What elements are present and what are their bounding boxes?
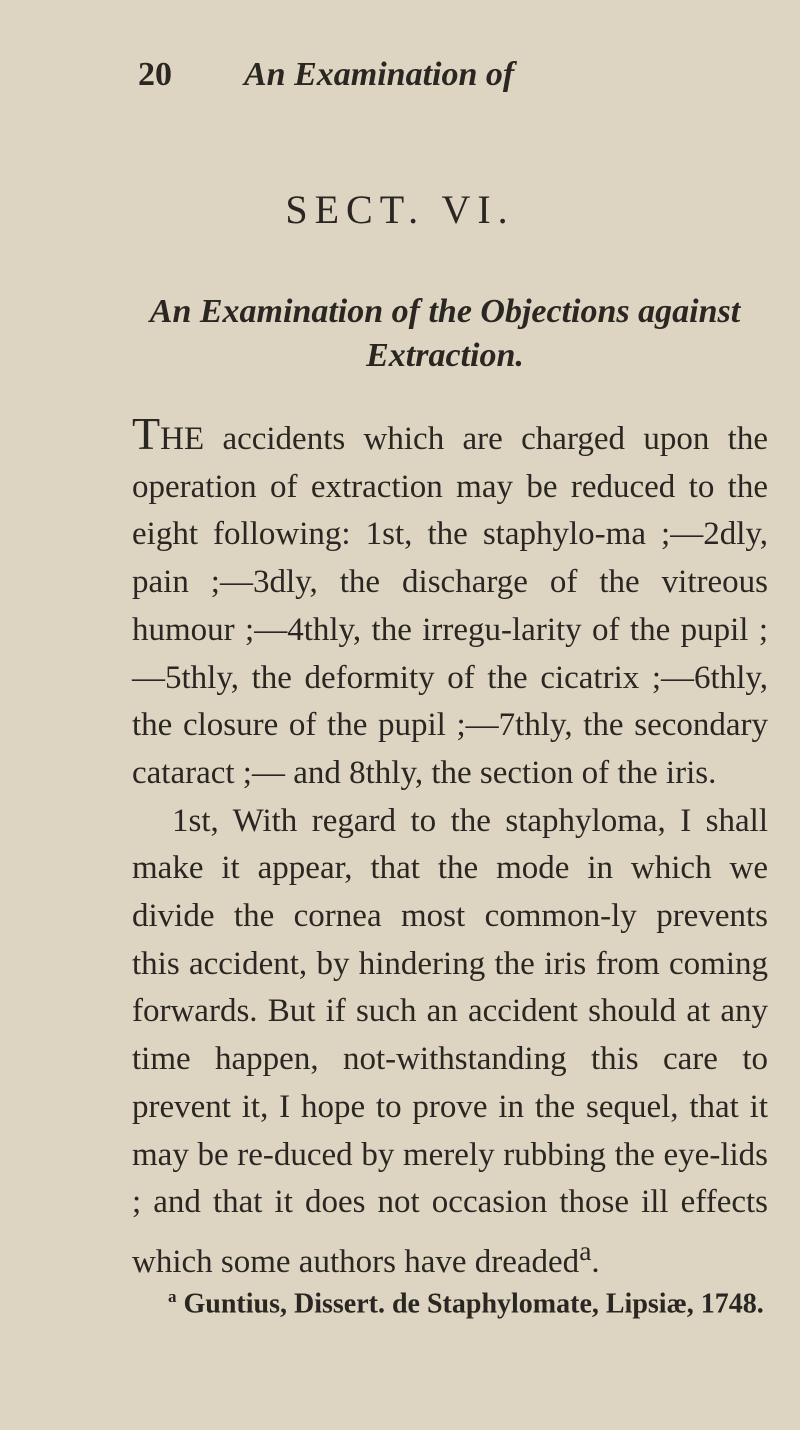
section-heading-line1: An Examination of the Objections against — [149, 293, 741, 330]
footnote — [168, 1287, 788, 1320]
opening-smallcaps: HE — [160, 421, 205, 457]
body-text — [132, 408, 768, 1287]
paragraph-2 — [132, 798, 768, 1287]
drop-cap: T — [132, 408, 161, 459]
page-number: 20 — [138, 56, 172, 93]
paragraph-2-text: 1st, With regard to the staphyloma, I shall make it appear, that the mode in which we divide the cornea most common-ly prevents this accident, by hindering the iris from coming forwards. But if such an accident should at any time happen, not-withstanding this care to prevent it, I hope to prove in the sequel, that it may be re-duced by merely rubbing the eye-lids ; and that it does not occasion those ill effects which some authors have dreaded — [132, 802, 768, 1280]
footnote-text: Guntius, Dissert. de Staphylomate, Lipsiæ, 1748. — [176, 1288, 764, 1320]
paragraph-1 — [132, 408, 768, 798]
section-label: SECT. VI. — [285, 187, 515, 232]
running-title: An Examination of — [244, 56, 515, 93]
footnote-marker: a — [168, 1287, 177, 1306]
running-head — [0, 56, 800, 106]
paragraph-1-text: accidents which are charged upon the operation of extraction may be reduced to the eight following: 1st, the staphylo-ma ;—2dly, pain ;—3dly, the discharge of the vitreous humour ;—4thly, the irregu-larity of the pupil ;—5thly, the deformity of the cicatrix ;—6thly, the closure of the pupil ;—7thly, the secondary cataract ;— and 8thly, the section of the iris. — [132, 421, 768, 791]
section-heading-line2: Extraction. — [366, 337, 524, 374]
footnote-reference: a — [579, 1234, 592, 1266]
section-heading — [130, 290, 760, 378]
paragraph-2-end: . — [591, 1243, 600, 1280]
